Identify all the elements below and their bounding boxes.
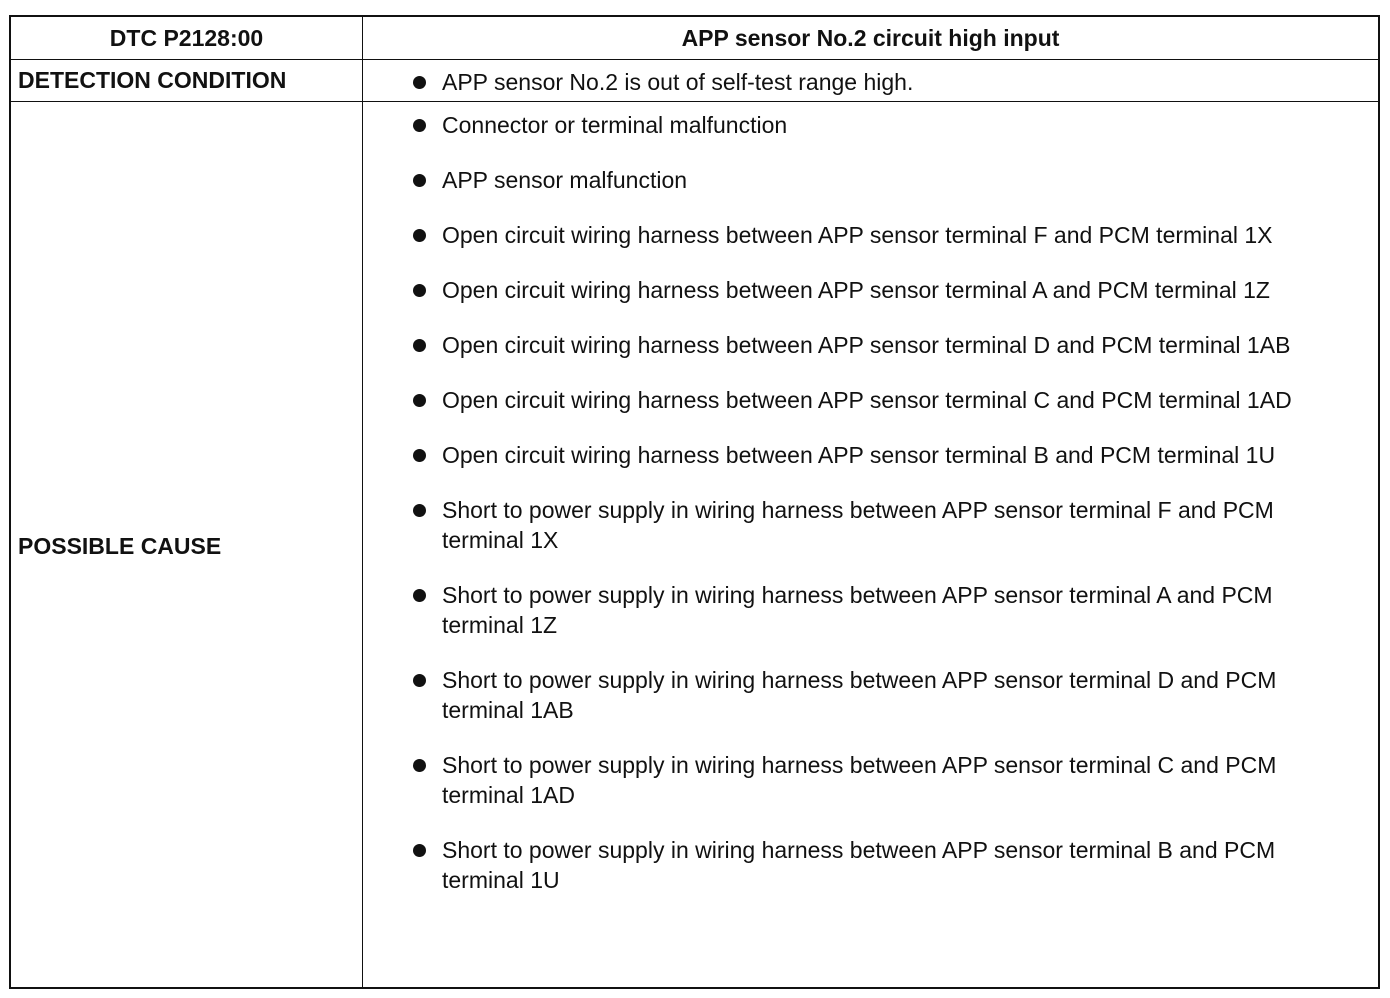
possible-cause-item	[363, 220, 1378, 250]
possible-cause-item	[363, 165, 1378, 195]
possible-cause-item	[363, 275, 1378, 305]
bullet-icon	[413, 844, 426, 857]
bullet-icon	[413, 229, 426, 242]
possible-cause-item	[363, 495, 1378, 555]
bullet-icon	[413, 76, 426, 89]
possible-cause-item	[363, 110, 1378, 140]
possible-cause-text: Open circuit wiring harness between APP sensor terminal D and PCM terminal 1AB	[442, 332, 1291, 358]
possible-cause-text: APP sensor malfunction	[442, 167, 688, 193]
possible-cause-label: POSSIBLE CAUSE	[18, 533, 222, 559]
possible-cause-text: Open circuit wiring harness between APP sensor terminal C and PCM terminal 1AD	[442, 387, 1292, 413]
possible-cause-text: Short to power supply in wiring harness between APP sensor terminal D and PCM terminal 1AB	[442, 667, 1277, 723]
possible-cause-text: Open circuit wiring harness between APP sensor terminal F and PCM terminal 1X	[442, 222, 1273, 248]
bullet-icon	[413, 674, 426, 687]
bullet-icon	[413, 759, 426, 772]
possible-cause-item	[363, 750, 1378, 810]
bullet-icon	[413, 504, 426, 517]
dtc-table	[9, 15, 1380, 989]
detection-condition-list	[363, 67, 1378, 97]
row-divider-header	[11, 59, 1378, 60]
possible-cause-item	[363, 440, 1378, 470]
bullet-icon	[413, 339, 426, 352]
dtc-code-header: DTC P2128:00	[109, 25, 264, 51]
detection-condition-label: DETECTION CONDITION	[18, 67, 287, 93]
possible-cause-text: Connector or terminal malfunction	[442, 112, 788, 138]
row-divider-detection	[11, 101, 1378, 102]
possible-cause-item	[363, 665, 1378, 725]
bullet-icon	[413, 449, 426, 462]
possible-cause-text: Open circuit wiring harness between APP sensor terminal B and PCM terminal 1U	[442, 442, 1276, 468]
bullet-icon	[413, 284, 426, 297]
detection-condition-text: APP sensor No.2 is out of self-test range high.	[442, 69, 914, 95]
possible-cause-item	[363, 580, 1378, 640]
possible-cause-text: Short to power supply in wiring harness between APP sensor terminal A and PCM terminal 1Z	[442, 582, 1273, 638]
bullet-icon	[413, 174, 426, 187]
bullet-icon	[413, 119, 426, 132]
possible-cause-item	[363, 835, 1378, 895]
possible-cause-text: Open circuit wiring harness between APP sensor terminal A and PCM terminal 1Z	[442, 277, 1270, 303]
detection-condition-item	[363, 67, 1378, 97]
bullet-icon	[413, 589, 426, 602]
dtc-description-header: APP sensor No.2 circuit high input	[681, 25, 1060, 51]
possible-cause-text: Short to power supply in wiring harness between APP sensor terminal C and PCM terminal 1AD	[442, 752, 1277, 808]
possible-cause-item	[363, 330, 1378, 360]
bullet-icon	[413, 394, 426, 407]
possible-cause-list	[363, 110, 1378, 920]
possible-cause-text: Short to power supply in wiring harness between APP sensor terminal B and PCM terminal 1U	[442, 837, 1276, 893]
possible-cause-text: Short to power supply in wiring harness between APP sensor terminal F and PCM terminal 1X	[442, 497, 1274, 553]
possible-cause-item	[363, 385, 1378, 415]
